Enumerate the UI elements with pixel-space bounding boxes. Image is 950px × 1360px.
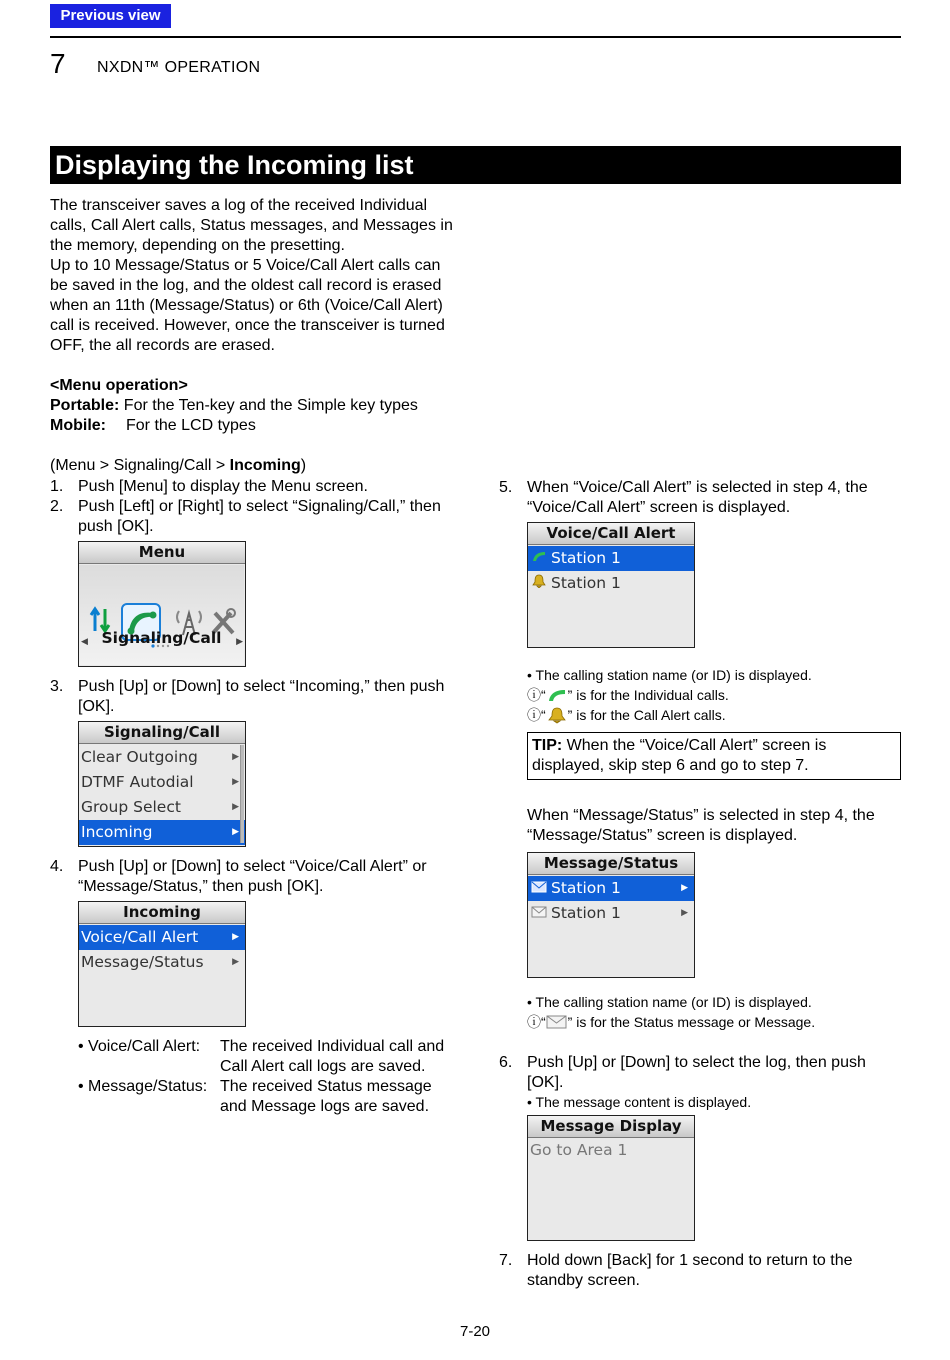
bullet-vca-label: • Voice/Call Alert: xyxy=(78,1038,201,1055)
voice-call-alert-screen xyxy=(527,522,695,648)
envelope-icon xyxy=(530,902,548,927)
message-display-screen xyxy=(527,1115,695,1241)
bell-icon xyxy=(546,706,568,724)
list-item: Station 1 xyxy=(528,571,694,596)
header-rule xyxy=(50,36,901,38)
signaling-call-screen xyxy=(78,721,246,847)
chevron-right-icon: ▶ xyxy=(232,752,239,762)
step-5-number: 5. xyxy=(499,479,513,496)
step-5-text: When “Voice/Call Alert” is selected in step 4, the “Voice/Call Alert” screen is displayed. xyxy=(527,479,868,516)
note-status-message: ⓘ“ ” is for the Status message or Message. xyxy=(527,1014,816,1030)
menu-screen-label: Signaling/Call xyxy=(101,629,222,647)
previous-view-button[interactable]: Previous view xyxy=(50,4,171,28)
menu-path-prefix: (Menu > Signaling/Call > xyxy=(50,457,230,474)
list-item: DTMF Autodial ▶ xyxy=(79,770,245,795)
scrollbar xyxy=(240,745,244,843)
bell-icon xyxy=(530,572,548,597)
step-3 xyxy=(50,677,450,717)
incoming-title: Incoming xyxy=(79,902,245,924)
list-item-selected: Voice/Call Alert ▶ xyxy=(79,925,245,950)
tip-text: When the “Voice/Call Alert” screen is displayed, skip step 6 and go to step 7. xyxy=(532,737,827,774)
step-2-text: Push [Left] or [Right] to select “Signaling/Call,” then push [OK]. xyxy=(78,498,441,535)
message-display-title: Message Display xyxy=(528,1116,694,1138)
menu-right-arrow-icon: ▶ xyxy=(236,637,243,647)
note-individual: ⓘ“ ” is for the Individual calls. xyxy=(527,687,729,703)
intro-paragraph-2: Up to 10 Message/Status or 5 Voice/Call Alert calls can be saved in the log, and the oldest call record is erased when an 11th (Message/Status) or 6th (Voice/Call Alert) call is received. However, once the transceiver is turned OFF, the all records are erased. xyxy=(50,257,445,354)
step-4-text: Push [Up] or [Down] to select “Voice/Call Alert” or “Message/Status,” then push [OK]. xyxy=(78,858,427,895)
note-call-alert: ⓘ“ ” is for the Call Alert calls. xyxy=(527,707,726,723)
bullet-vca-text: The received Individual call and Call Alert call logs are saved. xyxy=(220,1038,445,1075)
step-6-text: Push [Up] or [Down] to select the log, then push [OK]. xyxy=(527,1054,866,1091)
step-7-text: Hold down [Back] for 1 second to return to the standby screen. xyxy=(527,1252,853,1289)
chevron-right-icon: ▶ xyxy=(232,777,239,787)
portable-label: Portable: xyxy=(50,397,120,414)
note-station-name: • The calling station name (or ID) is displayed. xyxy=(527,667,812,683)
menu-left-arrow-icon: ◀ xyxy=(81,637,88,647)
chevron-right-icon: ▶ xyxy=(681,908,688,918)
section-title: Displaying the Incoming list xyxy=(50,146,901,184)
bullet-ms-label: • Message/Status: xyxy=(78,1078,208,1095)
step-6-number: 6. xyxy=(499,1054,513,1071)
intro-text xyxy=(50,196,460,356)
step-7 xyxy=(499,1251,899,1291)
menu-operation xyxy=(50,376,460,436)
mobile-label: Mobile: xyxy=(50,417,106,434)
page-number: 7-20 xyxy=(459,1323,491,1340)
chevron-right-icon: ▶ xyxy=(681,883,688,893)
step-4 xyxy=(50,857,455,897)
menu-icons xyxy=(79,565,244,665)
menu-path-suffix: ) xyxy=(300,457,307,474)
envelope-icon xyxy=(530,877,548,902)
chapter-number: 7 xyxy=(50,48,66,79)
intro-paragraph-1: The transceiver saves a log of the received Individual calls, Call Alert calls, Status messages, and Messages in the memory, depending on the presetting. xyxy=(50,197,453,254)
envelope-icon xyxy=(546,1015,568,1029)
message-status-screen xyxy=(527,852,695,978)
message-display-content: Go to Area 1 xyxy=(530,1141,628,1159)
chevron-right-icon: ▶ xyxy=(232,957,239,967)
menu-icon-strip xyxy=(79,565,244,665)
portable-text: For the Ten-key and the Simple key types xyxy=(123,397,418,414)
voice-call-alert-title: Voice/Call Alert xyxy=(528,523,694,545)
step-1 xyxy=(50,477,460,497)
bullet-ms-text: The received Status message and Message logs are saved. xyxy=(220,1078,432,1115)
tip-box xyxy=(527,732,901,780)
signaling-call-title: Signaling/Call xyxy=(79,722,245,744)
mobile-text: For the LCD types xyxy=(126,417,256,434)
chevron-right-icon: ▶ xyxy=(232,932,239,942)
step-1-text: Push [Menu] to display the Menu screen. xyxy=(78,478,368,495)
message-status-notes xyxy=(527,992,907,1032)
phone-icon xyxy=(530,547,548,572)
menu-path xyxy=(50,456,460,476)
list-item: Station 1 ▶ xyxy=(528,901,694,926)
voice-call-notes xyxy=(527,665,907,725)
tip-label: TIP: xyxy=(532,737,563,754)
chevron-right-icon: ▶ xyxy=(232,827,239,837)
chapter-title: NXDN™ OPERATION xyxy=(97,59,261,76)
step-5 xyxy=(499,478,899,518)
incoming-screen xyxy=(78,901,246,1027)
menu-screen xyxy=(78,541,246,667)
incoming-bullets xyxy=(78,1037,458,1117)
chevron-right-icon: ▶ xyxy=(232,802,239,812)
list-item: Clear Outgoing ▶ xyxy=(79,745,245,770)
message-status-title: Message/Status xyxy=(528,853,694,875)
step-3-text: Push [Up] or [Down] to select “Incoming,” then push [OK]. xyxy=(78,678,445,715)
step-2-number: 2. xyxy=(50,498,64,515)
menu-path-bold: Incoming xyxy=(229,457,301,474)
note-message-content: • The message content is displayed. xyxy=(527,1094,752,1110)
step-4-number: 4. xyxy=(50,858,64,875)
step-3-number: 3. xyxy=(50,678,64,695)
menu-operation-heading: <Menu operation> xyxy=(50,377,188,394)
step-7-number: 7. xyxy=(499,1252,513,1269)
step-2 xyxy=(50,497,450,537)
message-status-paragraph: When “Message/Status” is selected in step 4, the “Message/Status” screen is displayed. xyxy=(527,807,875,844)
step-6 xyxy=(499,1053,899,1093)
phone-icon xyxy=(546,687,568,703)
list-item-selected: Station 1 xyxy=(528,546,694,571)
note-station-name: • The calling station name (or ID) is displayed. xyxy=(527,994,812,1010)
step-1-number: 1. xyxy=(50,478,64,495)
list-item: Group Select ▶ xyxy=(79,795,245,820)
list-item: Message/Status ▶ xyxy=(79,950,245,975)
list-item-selected: Incoming ▶ xyxy=(79,820,245,845)
list-item-selected: Station 1 ▶ xyxy=(528,876,694,901)
menu-screen-title: Menu xyxy=(79,542,245,564)
